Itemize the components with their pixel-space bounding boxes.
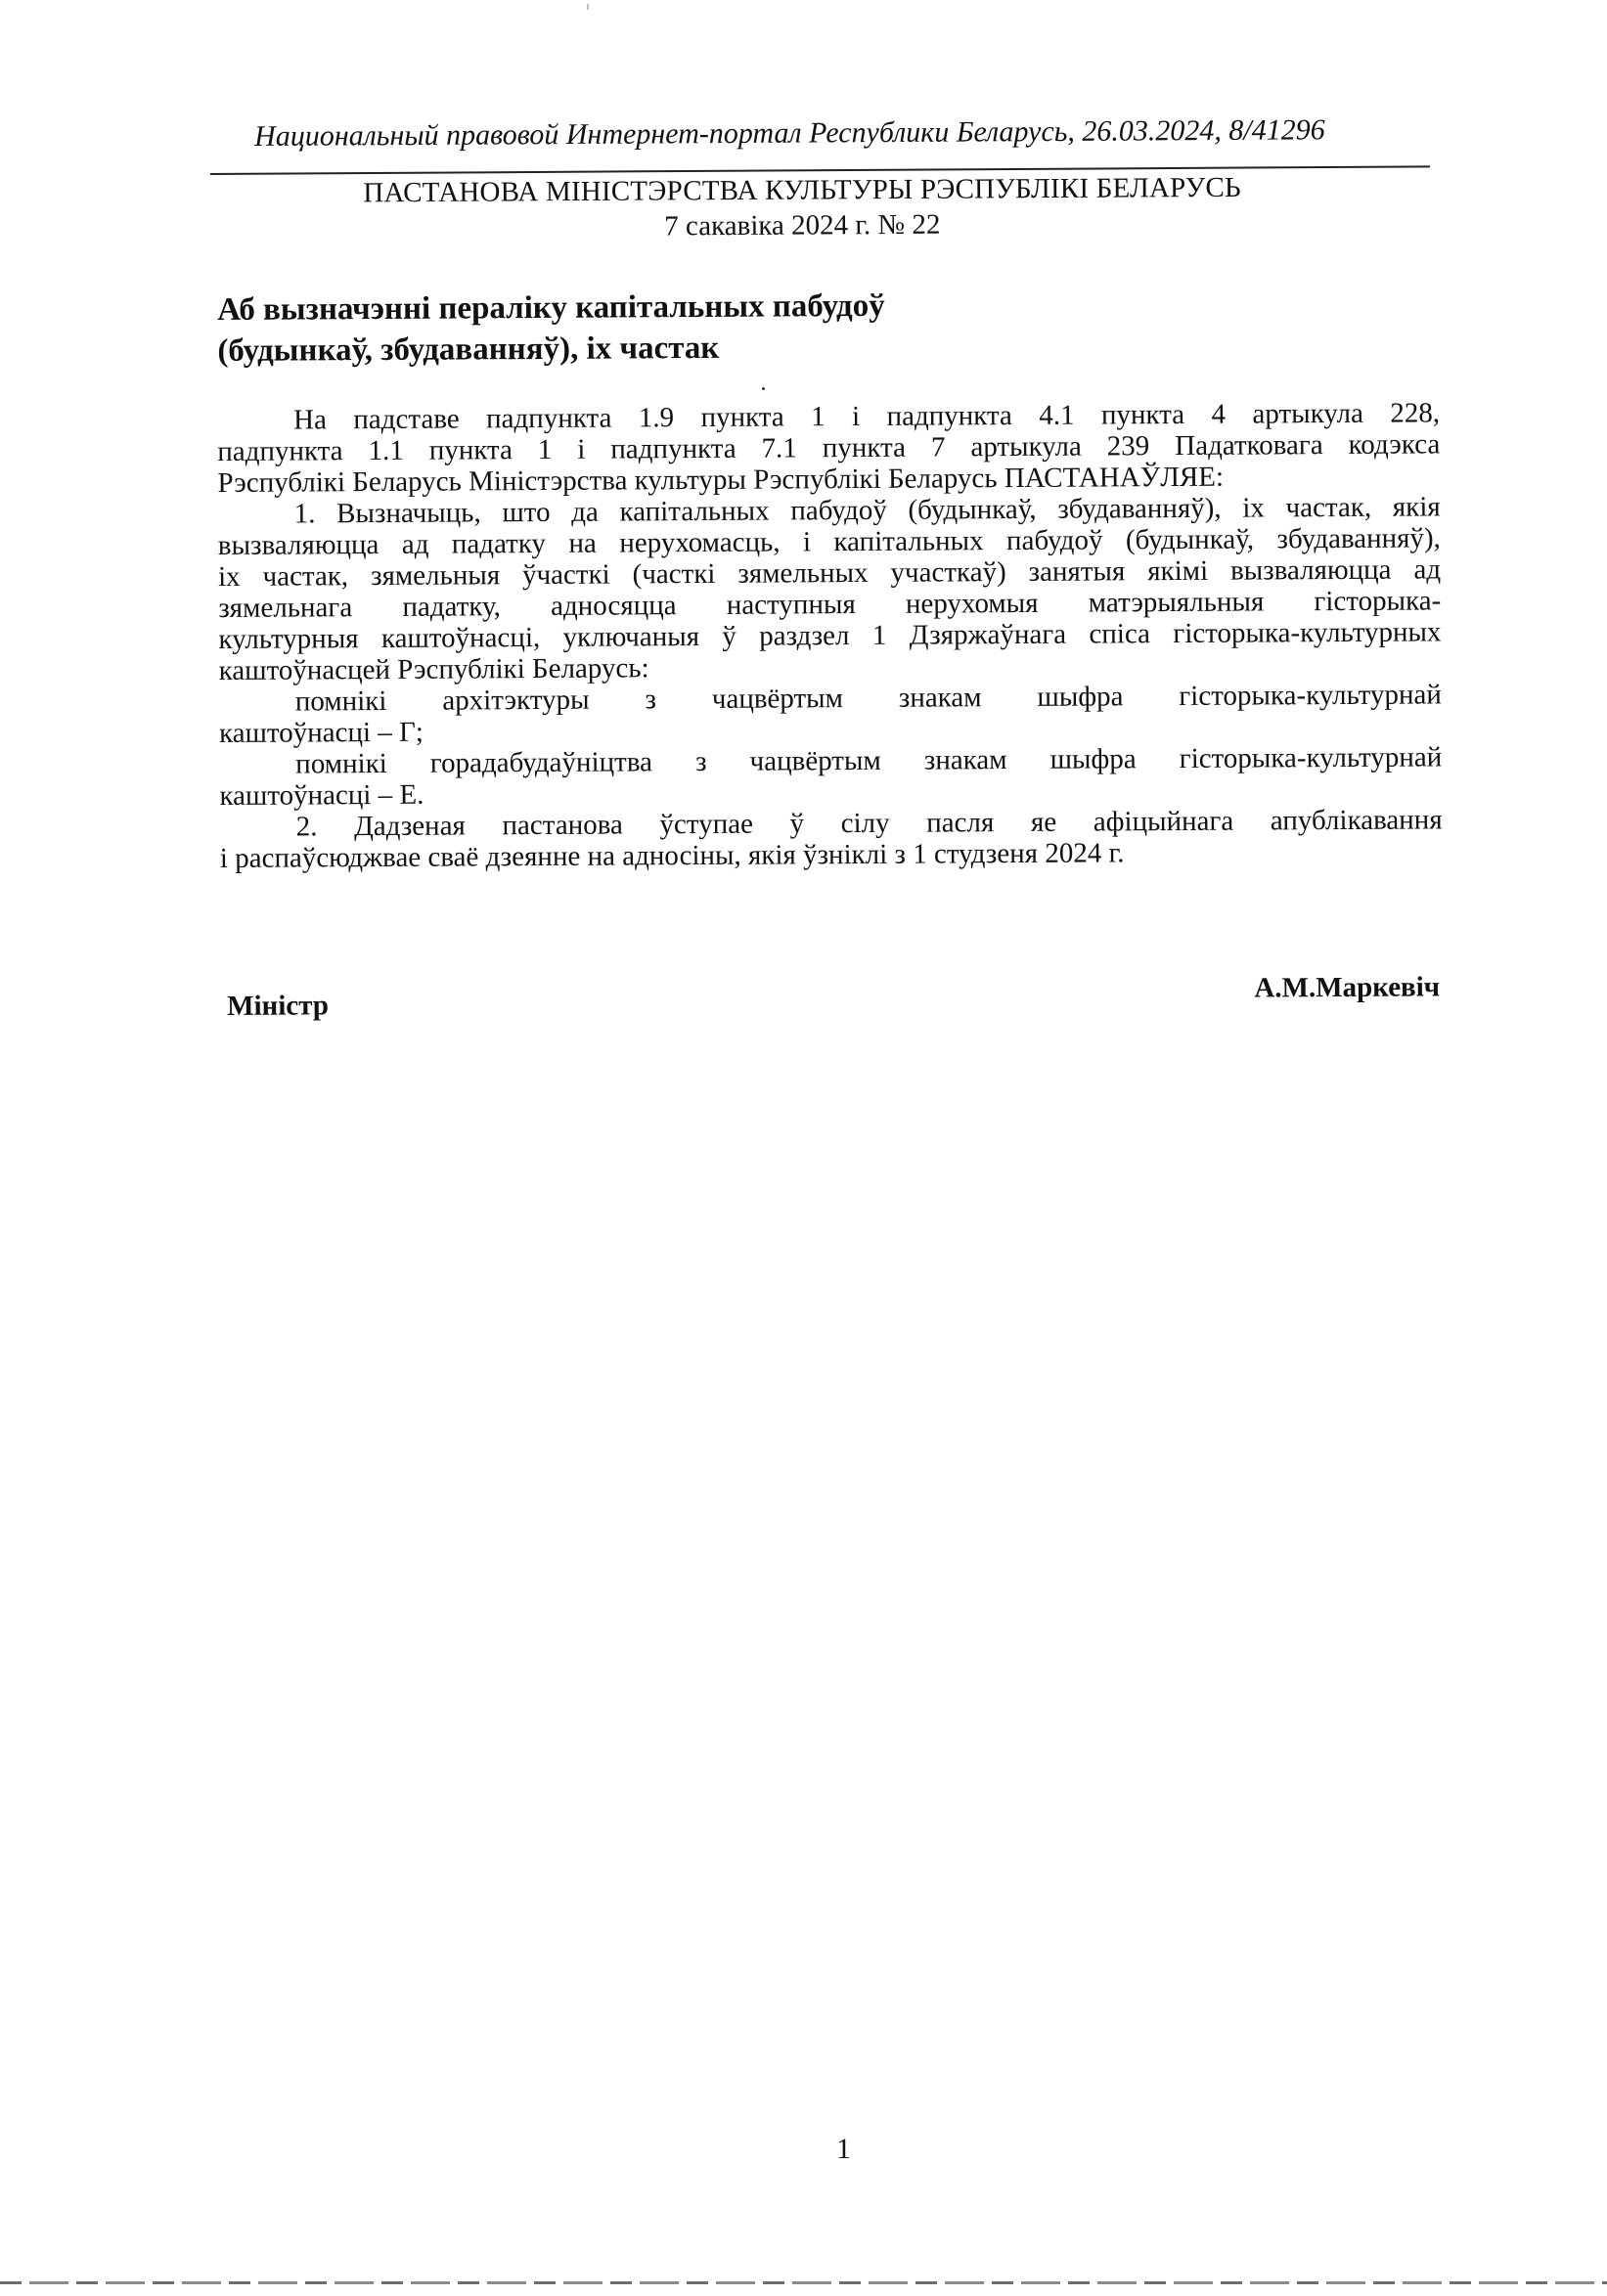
body-line: іх частак, зямельныя ўчасткі (часткі зямельных участкаў) занятыя якімі вызваляюцца ад	[217, 553, 1442, 593]
body-line: каштоўнасці – Г;	[218, 716, 424, 749]
body-line: культурныя каштоўнасці, уключаныя ў раздзел 1 Дзяржаўнага спіса гісторыка-культурных	[218, 616, 1442, 655]
body-line: вызваляюцца ад падатку на нерухомасць, і капітальных пабудоў (будынкаў, збудаванняў),	[217, 522, 1441, 561]
scan-artifact-dot	[587, 4, 589, 10]
body-line: На падставе падпункта 1.9 пункта 1 і падпункта 4.1 пункта 4 артыкула 228,	[292, 397, 1441, 436]
heading-line: (будынкаў, збудаванняў), іх частак	[217, 330, 720, 369]
body-line: 1. Вызначыць, што да капітальных пабудоў (будынкаў, збудаванняў), іх частак, якія	[293, 491, 1441, 530]
body-line: падпункта 1.1 пункта 1 і падпункта 7.1 пункта 7 артыкула 239 Падатковага кодэкса	[217, 428, 1441, 467]
document-title-block	[254, 169, 1350, 246]
body-line: і распаўсюджвае сваё дзеянне на адносіны, якія ўзніклі з 1 студзеня 2024 г.	[219, 837, 1125, 874]
body-line: помнікі горадабудаўніцтва з чацвёртым знакам шыфра гісторыка-культурнай	[295, 741, 1443, 780]
document-heading	[217, 285, 1097, 372]
body-line: каштоўнасці – Е.	[219, 778, 424, 812]
body-line: зямельнага падатку, адносяцца наступныя нерухомыя матэрыяльныя гісторыка-	[218, 585, 1442, 624]
portal-header: Национальный правовой Интернет-портал Республики Беларусь, 26.03.2024, 8/41296	[254, 113, 1325, 153]
body-line: каштоўнасцей Рэспублікі Беларусь:	[218, 652, 649, 686]
signer-name: А.М.Маркевіч	[1254, 971, 1441, 1004]
document-body	[217, 397, 1443, 874]
body-line: помнікі архітэктуры з чацвёртым знакам шыфра гісторыка-культурнай	[294, 679, 1442, 718]
document-date-number: 7 сакавіка 2024 г. № 22	[664, 208, 941, 243]
page-number: 1	[836, 2133, 851, 2165]
body-line: Рэспублікі Беларусь Міністэрства культуры Рэспублікі Беларусь ПАСТАНАЎЛЯЕ:	[217, 461, 1225, 499]
scan-artifact-dot	[762, 387, 765, 390]
document-kind: ПАСТАНОВА МІНІСТЭРСТВА КУЛЬТУРЫ РЭСПУБЛІКІ БЕЛАРУСЬ	[363, 171, 1241, 209]
signer-title: Міністр	[227, 990, 330, 1022]
signature-block	[217, 970, 1441, 1022]
heading-line: Аб вызначэнні пераліку капітальных пабудоў	[217, 287, 885, 328]
scan-bottom-edge	[0, 2281, 1607, 2284]
body-line: 2. Дадзеная пастанова ўступае ў сілу пасля яе афіцыйнага апублікавання	[295, 804, 1443, 843]
